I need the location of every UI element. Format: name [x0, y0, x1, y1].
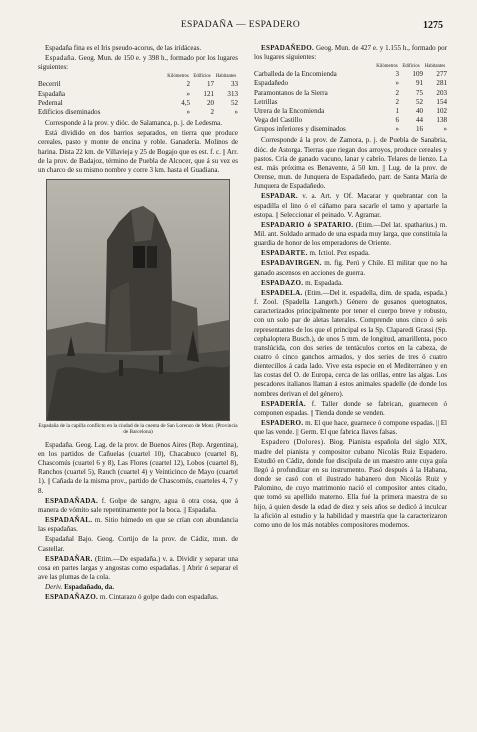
entry-espadavirgen [254, 259, 447, 277]
deriv-word: Espadañado, da. [64, 583, 115, 592]
entry-paragraph: Espadañal Bajo. Geog. Cortijo de la prov. de Cádiz, mun. de Castellar. [38, 535, 238, 553]
population-table-espadana [38, 73, 238, 117]
entry-paragraph: Espadaña fina es el Iris pseudo-acorus, de las irídáceas. [45, 44, 202, 52]
table-row: Letrillas 2 52 154 [254, 97, 447, 106]
entry-text: m. Ictiol. Pez espada. [309, 249, 370, 258]
entry-head: ESPADAÑEDO. [261, 44, 315, 52]
entry-text: v. a. Art. y Of. Macarar y quebrantar con la espadilla el lino ó el cáñamo para sacarle el tamo y apartarle la estopa. || Seleccionar el peinado. V. Agramar. [254, 192, 447, 219]
table-row: Vega del Castillo 6 44 138 [254, 116, 447, 125]
entry-text: Biog. Pianista española del siglo XIX, madre del pianista y compositor cubano Nicolás Ruiz Espadero. Estudió en Cádiz, donde fue discípula de un maestro ante cuya guía llegó á profundizar en su instrumento. Pasó después á la Habana, donde se casó con el ilustrado habanero don Nicolás Ruiz y Palomino, de cuyo matrimonio nació el compositor antes citado, que tomó su apellido materno. Ella fué la primera maestra de su hijo, á quien desde la edad de diez y seis años se dedicó á inculcar la afición al estudio y la habilidad y maestría que la caracterizaron como uno de los más notables compositores modernos. [254, 438, 448, 529]
table-row: Utrera de la Encomienda 1 40 102 [254, 106, 447, 115]
entry-head: ESPADAVIRGEN. [261, 259, 322, 268]
table-row: Espadañedo » 91 281 [254, 79, 447, 88]
entry-paragraph: Espadaña. Geog. Lag. de la prov. de Buenos Aires (Rep. Argentina), en los partidos de Cañuelas (cuartel 10), Chacabuco (cuartel 8), Chascomús (cuartel 6 y 8), Las Flores (cuartel 12), Lobos (cuartel 8), Ranchos (cuartel 5), Rauch (cuartel 4) y Veinticinco de Mayo (cuartel 1). || Cañada de la misma prov., partido de Chascomús, cuarteles 4, 7 y 8. [38, 440, 238, 495]
entry-text: (Etim.—De espadaña.) v. a. Dividir y separar una cosa en partes largas y angostas como espadañas. || Abrir ó separar el ave las plumas de la cola. [38, 554, 239, 582]
table-row: Edificios diseminados » 2 » [38, 107, 238, 116]
entry-espadanar [38, 555, 238, 582]
entry-espadario [254, 221, 447, 248]
entry-head: ESPADAZO. [261, 278, 304, 287]
entry-head: ESPADAR. [261, 192, 298, 201]
entry-espadana-geog [38, 54, 238, 72]
entry-text: m. Sitio húmedo en que se crían con abundancia las espadañas. [38, 516, 238, 534]
deriv-label: Deriv. [45, 583, 63, 592]
table-row: Pedernal 4,5 20 52 [38, 98, 238, 107]
belfry-photograph [46, 179, 230, 421]
table-row: Becerril 2 17 33 [38, 80, 238, 89]
col-header: Habitantes [215, 74, 237, 80]
entry-head: ESPADAÑAR. [45, 554, 93, 563]
col-header: Edificios [193, 74, 211, 80]
entry-text: m. Cintarazo ó golpe dado con espadañas. [99, 593, 219, 602]
entry-espadanal [38, 516, 238, 534]
entry-head: Espadaña. [45, 54, 77, 63]
table-header-row [254, 63, 447, 70]
entry-head: ESPADARIO ó SPATARIO. [261, 220, 354, 229]
entry-espadar [254, 192, 447, 219]
right-column [254, 44, 447, 531]
entry-text: f. Taller donde se fabrican, guarnecen ó componen espadas. || Tienda donde se venden. [254, 399, 447, 417]
entry-head: ESPADAÑAZO. [45, 593, 99, 602]
table-row: Paramontanos de la Sierra 2 75 203 [254, 88, 447, 97]
photo-caption: Espadaña de la capilla conflicto en la ciudad de la cuenta de San Lorenzo de Mont. (Provincia de Barcelona) [38, 423, 238, 436]
entry-espadela [254, 289, 447, 399]
entry-espadazo [254, 279, 447, 288]
belfry-illustration [47, 180, 229, 420]
entry-text: Geog. Mun. de 150 e. y 398 h., formado por los lugares siguientes: [38, 54, 238, 72]
entry-head: ESPADARTE. [261, 249, 308, 258]
entry-espadero [254, 419, 447, 437]
entry-head: ESPADAÑADA. [45, 496, 99, 505]
entry-paragraph: Corresponde á la prov. de Zamora, p. j. de Puebla de Sanabria, dióc. de Astorga. Tierras que riegan dos arroyos, produce cereales y pastos. Cría de ganado vacuno, lanar y cabrío. Telares de lienzo. La est. más próxima es Benavente, á 50 km. || Lug. de la prov. de Orense, mun. de Junquera de Espadañedo, parr. de Santa María de Junquera de Espadañedo. [254, 136, 447, 191]
table-row: Carballeda de la Encomienda 3 109 277 [254, 70, 447, 79]
entry-text: (Etim.—Del it. espadella, dim. de spada, espada.) f. Zool. (Spadella Langerh.) Género de gusanos quetognatos, caracterizados principalmente por tener el cuerpo breve y robusto, con un solo par de aletas laterales. Comprende unos cinco ó seis representantes de los que el principal es la Sp. Claparedi Grassi (Sp. cephaloptera Busch.), de unos 5 mm. de longitud, amarillenta, poco translúcida, con dos series de tentáculos cortos en la cabeza, de cuatro ó cinco ganchos armados, y dos series de tres ó cuatro dientecillos á cada lado. Vive esta especie en el Mediterráneo y en las costas del O. de Europa, cerca de las orillas, entre las algas. Los pescadores italianos llaman á estos animales spadelle (de donde los nombres derivan el del género). [254, 288, 447, 398]
entry-text: m. El que hace, guarnece ó compone espadas. || El que las vende. || Germ. El que fabrica llaves falsas. [254, 419, 447, 437]
page-number: 1275 [423, 20, 443, 31]
entry-espadanada [38, 497, 238, 515]
table-row: Espadaña » 121 313 [38, 89, 238, 98]
population-table-espadanedo [254, 63, 447, 134]
entry-text: m. fig. Perú y Chile. El militar que no ha ganado ascensos en acciones de guerra. [254, 259, 447, 277]
entry-espadanedo [254, 44, 447, 62]
table-header-row [38, 73, 238, 80]
entry-head: ESPADERÍA. [261, 399, 306, 408]
entry-paragraph: Corresponde á la prov. y dióc. de Salamanca, p. j. de Ledesma. [45, 119, 223, 128]
entry-text: Geog. Mun. de 427 e. y 1.155 h., formado por los lugares siguientes: [254, 44, 447, 62]
col-header: Kilómetros [376, 64, 398, 70]
running-head: ESPADAÑA — ESPADERO [180, 20, 301, 30]
entry-text: m. Espadada. [305, 278, 343, 287]
page-header [38, 20, 443, 34]
entry-paragraph: Está dividido en dos barrios separados, en tierra que produce cereales, pasto y monte de encina y roble. Ganadería. Molinos de harina. Dista 22 km. de Villavieja y 25 de Bogajo que es est. f. c. || Arr. de la prov. de Badajoz, término de Puebla de Alcocer, que á su vez es un charco de su mismo nombre y corre 3 km. hasta el Guadiana. [38, 129, 238, 174]
entry-espadanazo [38, 593, 238, 602]
col-header: Edificios [402, 64, 420, 70]
entry-espaderia [254, 400, 447, 418]
entry-text: f. Golpe de sangre, agua ú otra cosa, que á manera de vómito sale repentinamente por la boca. || Espadaña. [38, 496, 238, 514]
left-column [38, 44, 238, 604]
derivative-line [38, 583, 238, 592]
entry-head: ESPADAÑAL. [45, 516, 93, 525]
entry-head: ESPADERO. [261, 419, 304, 428]
col-header: Habitantes [424, 64, 446, 70]
col-header: Kilómetros [167, 74, 189, 80]
entry-espadarte [254, 249, 447, 258]
table-row: Grupos inferiores y diseminados » 16 » [254, 125, 447, 134]
entry-head: ESPADELA. [261, 288, 303, 297]
entry-espadero-dolores [254, 438, 447, 530]
entry-head: Espadero (Dolores). [261, 438, 326, 447]
entry-text: (Etim.—Del lat. spatharius.) m. Mil. ant. Soldado armado de una espada muy larga, que constituía la guardia de honor de los emperadores de Oriente. [254, 220, 448, 248]
